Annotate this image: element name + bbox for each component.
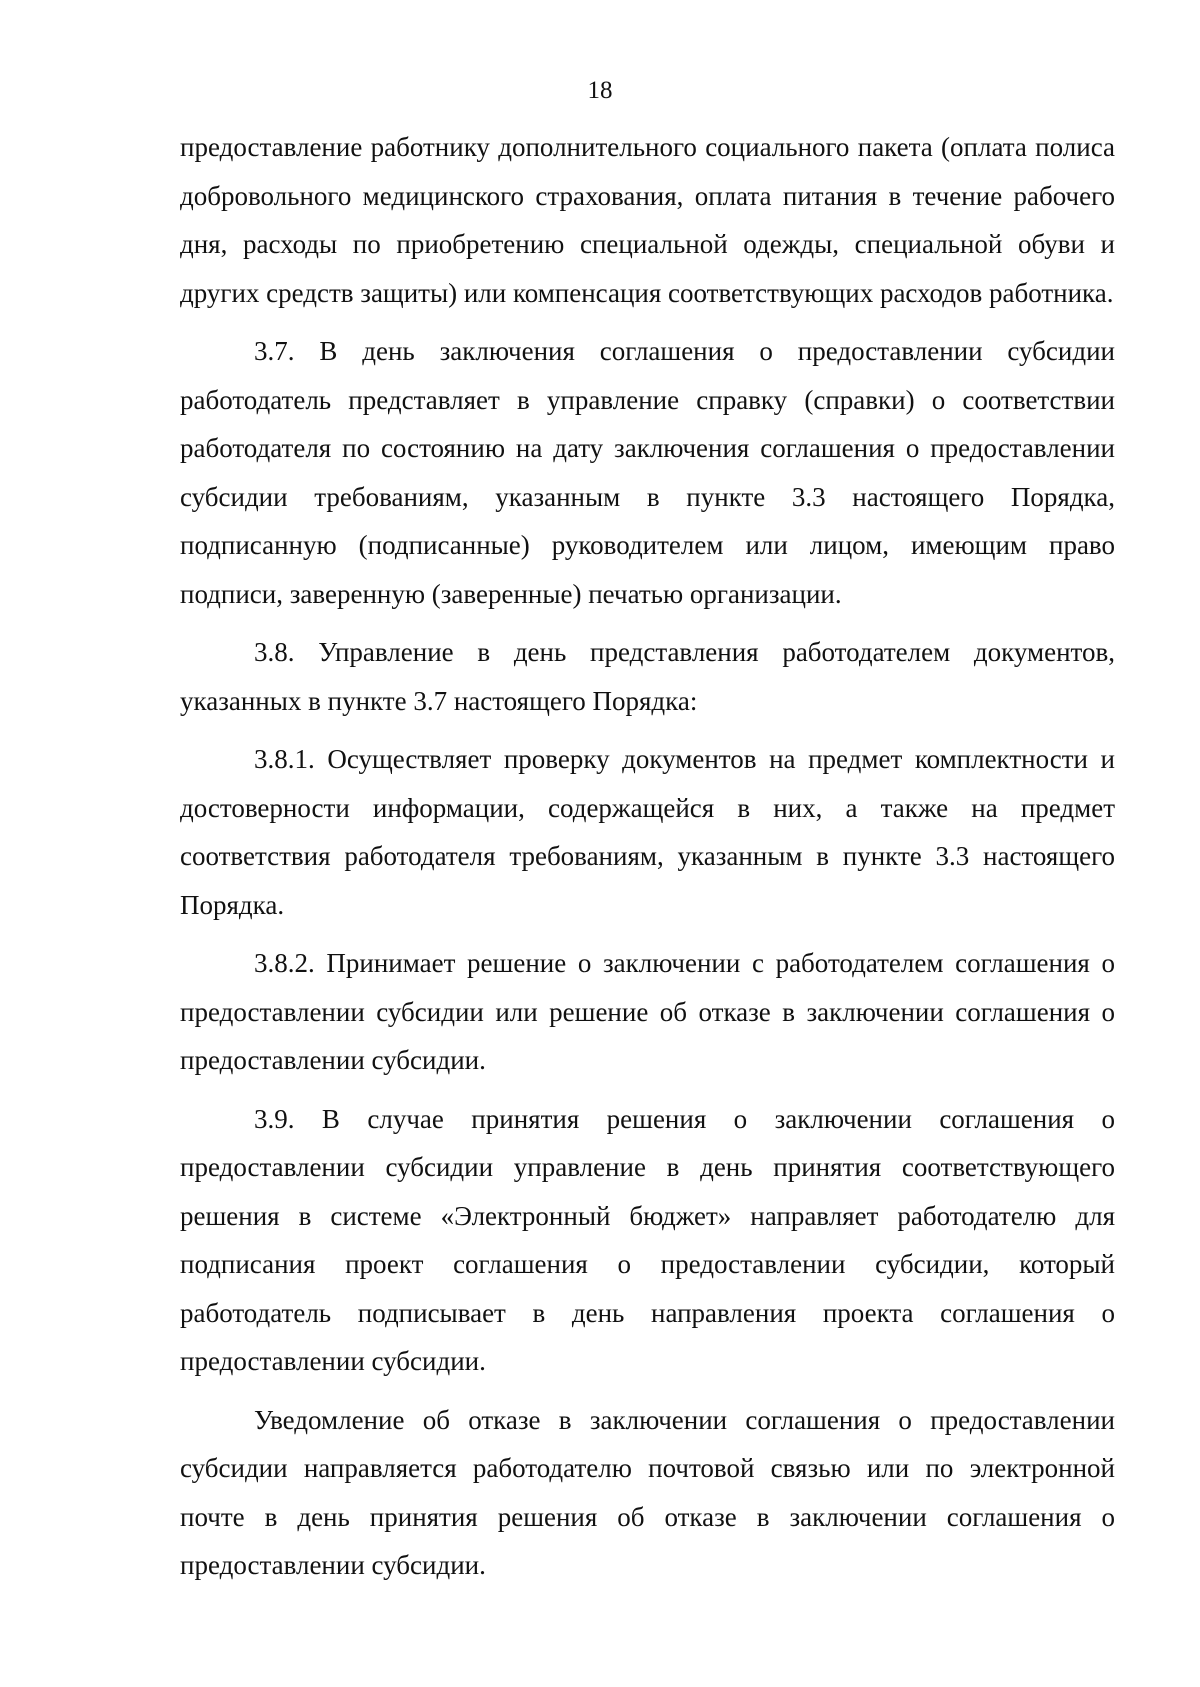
paragraph-3-8: 3.8. Управление в день представления работодателем документов, указанных в пункте 3.7 настоящего Порядка: <box>180 637 1115 716</box>
page-number: 18 <box>587 77 613 104</box>
paragraph-social-package: предоставление работнику дополнительного социального пакета (оплата полиса добровольного медицинского страхования, оплата питания в течение рабочего дня, расходы по приобретению специальной одежды, специальной обуви и других средств защиты) или компенсация соответствующих расходов работника. <box>180 132 1115 308</box>
paragraph-3-8-2: 3.8.2. Принимает решение о заключении с работодателем соглашения о предоставлении субсидии или решение об отказе в заключении соглашения о предоставлении субсидии. <box>180 948 1115 1075</box>
paragraph-refusal-notice: Уведомление об отказе в заключении соглашения о предоставлении субсидии направляется работодателю почтовой связью или по электронной почте в день принятия решения об отказе в заключении соглашения о предоставлении субсидии. <box>180 1404 1115 1580</box>
paragraph-3-8-1: 3.8.1. Осуществляет проверку документов на предмет комплектности и достоверности информации, содержащейся в них, а также на предмет соответствия работодателя требованиям, указанным в пункте 3.3 настоящего Порядка. <box>180 744 1115 920</box>
document-body <box>180 123 1115 1590</box>
paragraph-3-7: 3.7. В день заключения соглашения о предоставлении субсидии работодатель представляет в управление справку (справки) о соответствии работодателя по состоянию на дату заключения соглашения о предоставлении субсидии требованиям, указанным в пункте 3.3 настоящего Порядка, подписанную (подписанные) руководителем или лицом, имеющим право подписи, заверенную (заверенные) печатью организации. <box>180 336 1115 609</box>
paragraph-3-9: 3.9. В случае принятия решения о заключении соглашения о предоставлении субсидии управление в день принятия соответствующего решения в системе «Электронный бюджет» направляет работодателю для подписания проект соглашения о предоставлении субсидии, который работодатель подписывает в день направления проекта соглашения о предоставлении субсидии. <box>180 1103 1115 1376</box>
